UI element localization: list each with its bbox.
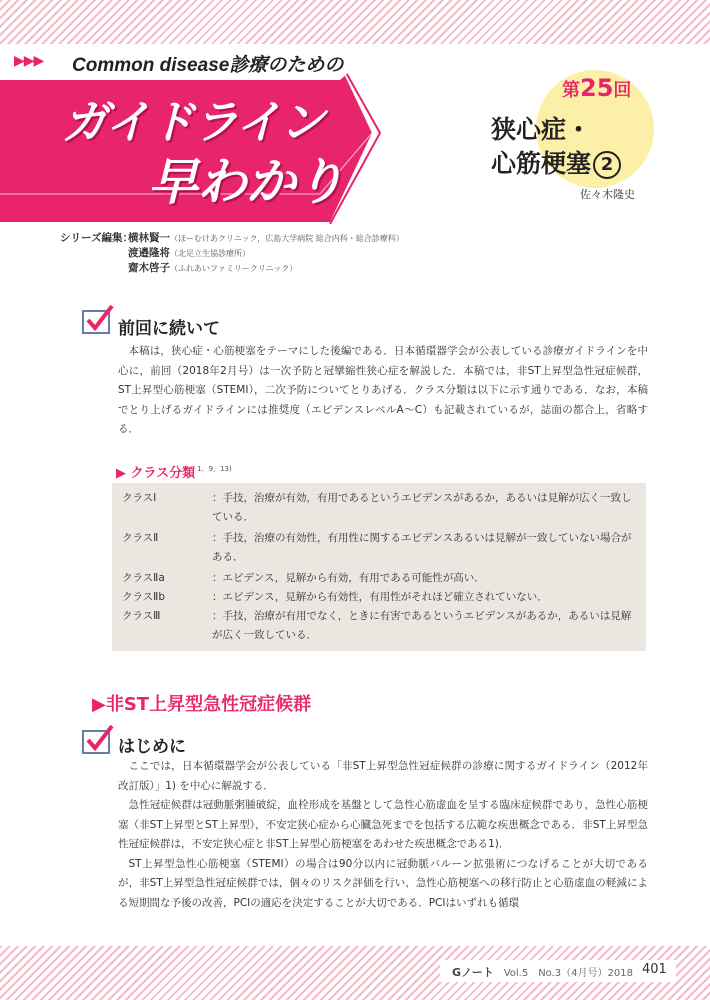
class-table [112,483,646,651]
class-name: クラスⅡb [122,591,166,603]
class-heading-ref: 1，9，13) [197,465,232,473]
series-arrows-icon: ▶▶▶ [14,53,44,69]
checkmark-icon [82,302,116,336]
topic-title-line1: 狭心症・ [491,115,592,144]
section-body [118,757,648,913]
intro-text: 本稿は，狭心症・心筋梗塞をテーマにした後編である．日本循環器学会が公表している診療ガイドラインを中心に，前回（2018年2月号）は一次予防と冠攣縮性狭心症を解説した．本稿では，非ST上昇型急性冠症候群，ST上昇型心筋梗塞（STEMI），二次予防についてとりあげる．クラス分類は以下に示す通りである．なお，本稿でとり上げるガイドラインには推奨度（エビデンスレベルA〜C）も記載されているが，誌面の都合上，省略する． [118,345,648,435]
class-name: クラスⅢ [122,610,161,622]
editor-entry: 渡邉隆将（北足立生協診療所） [128,247,250,259]
checkbox-icon [82,730,110,754]
class-heading: ▶ クラス分類 $^{1,9,13)}$ [116,465,232,481]
checkmark-icon [82,722,116,756]
journal-logo: Gノート [452,966,494,979]
body-paragraph: ここでは，日本循環器学会が公表している「非ST上昇型急性冠症候群の診療に関するガイドライン（2012年改訂版）」1) を中心に解説する． [118,760,648,792]
checkbox-icon [82,310,110,334]
class-name: クラスⅡ [122,532,159,544]
part-number-circle: 2 [593,151,621,179]
main-title-line1: ガイドライン [62,95,324,149]
issue-number: 第25回 [562,74,632,102]
class-desc: ：エビデンス，見解から有効性，有用性がそれほど確立されていない． [212,591,548,603]
section-title: ▶非ST上昇型急性冠症候群 [92,694,312,715]
footer-journal [452,964,633,980]
class-desc: ：手技，治療の有効性，有用性に関するエビデンスあるいは見解が一致していない場合がある． [212,532,632,563]
intro-paragraph [118,342,648,440]
page-number: 401 [642,962,667,977]
series-title: Common disease診療のための [72,55,344,76]
class-name: クラスⅡa [122,572,165,584]
main-title-line2: 早わかり [148,153,344,211]
editor-entry: 横林賢一（ほーむけあクリニック，広島大学病院 総合内科・総合診療科） [128,232,404,244]
journal-info: Vol.5 No.3（4月号）2018 [503,968,633,979]
class-name: クラスⅠ [122,492,157,504]
intro-heading: 前回に続いて [118,319,220,339]
body-paragraph: ST上昇型急性心筋梗塞（STEMI）の場合は90分以内に冠動脈バルーン拡張術につなげることが大切であるが，非ST上昇型急性冠症候群では，個々のリスク評価を行い，急性心筋梗塞への移行防止と心筋虚血の軽減による短期間な予後の改善，PCIの適応を決定することが大切である．PCIはいずれも循環 [118,857,648,909]
editor-entry: 齋木啓子（ふれあいファミリークリニック） [128,262,298,274]
editor-label: シリーズ編集： [60,232,133,244]
topic-title-line2: 心筋梗塞 2 [491,144,621,180]
top-stripe-decoration [0,0,710,44]
class-desc: ：エビデンス，見解から有効，有用である可能性が高い． [212,572,485,584]
class-desc: ：手技，治療が有効，有用であるというエビデンスがあるか，あるいは見解が広く一致している． [212,492,632,523]
class-desc: ：手技，治療が有用でなく，ときに有害であるというエビデンスがあるか，あるいは見解が広く一致している． [212,610,632,641]
author-name: 佐々木隆史 [580,188,635,201]
body-paragraph: 急性冠症候群は冠動脈粥腫破綻，血栓形成を基盤として急性心筋虚血を呈する臨床症候群であり，急性心筋梗塞（非ST上昇型とST上昇型），不安定狭心症から心臓急死までを包括する広範な疾患概念である．非ST上昇型急性冠症候群は，不安定狭心症と非ST上昇型心筋梗塞をあわせた疾患概念である1)． [118,799,648,850]
section-subheading: はじめに [118,737,186,757]
